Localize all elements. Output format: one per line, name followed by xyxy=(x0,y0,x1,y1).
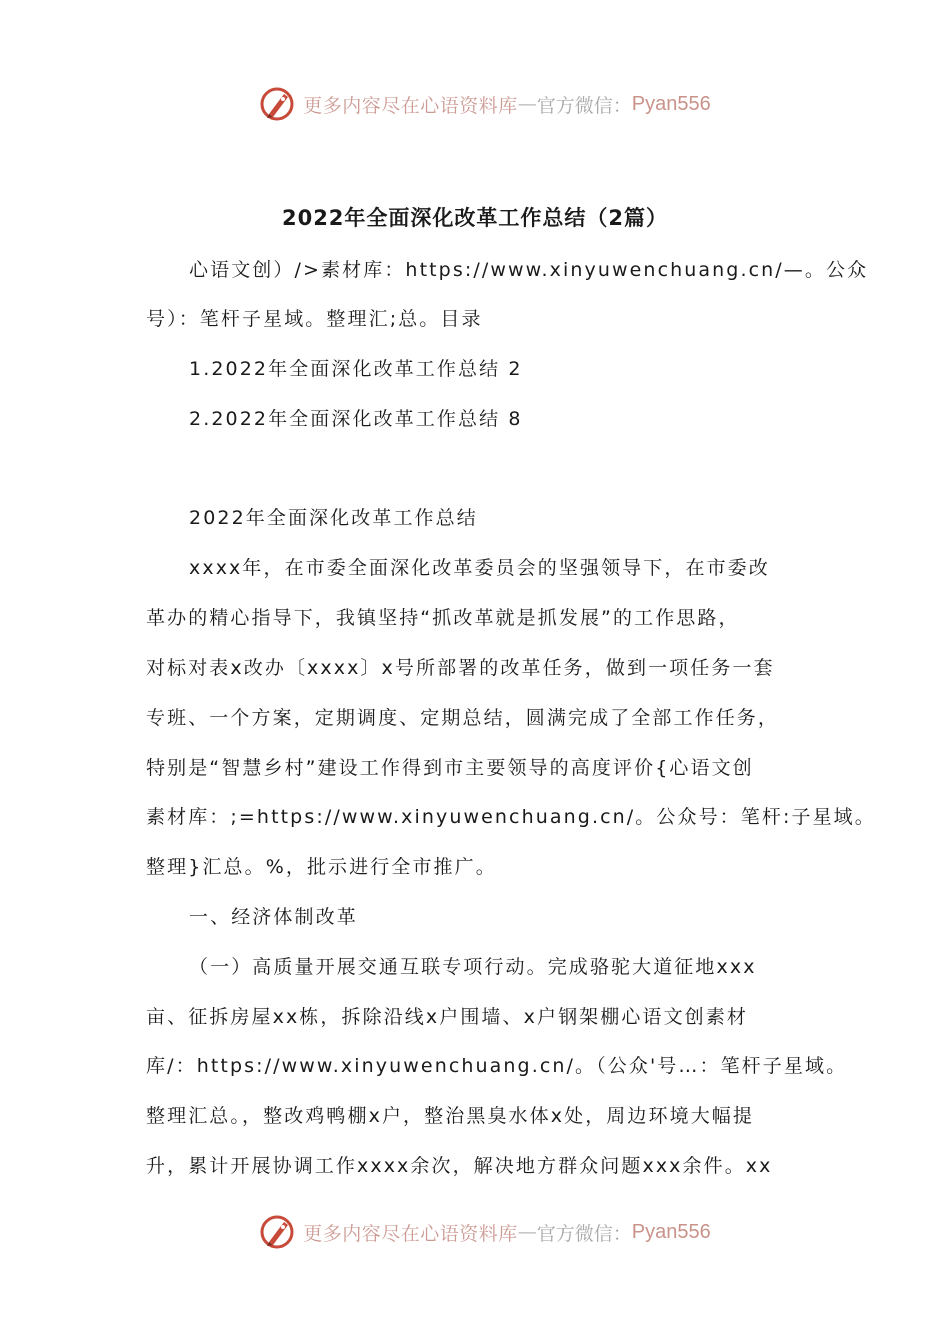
body-line: xxxx年，在市委全面深化改革委员会的坚强领导下，在市委改 xyxy=(189,557,770,579)
body-line: 特别是“智慧乡村”建设工作得到市主要领导的高度评价{心语文创 xyxy=(146,757,754,779)
banner-wechat-label: 官方微信： xyxy=(536,1222,632,1245)
footer-watermark-banner xyxy=(0,1212,950,1252)
body-line: 亩、征拆房屋xx栋，拆除沿线x户围墙、x户钢架棚心语文创素材 xyxy=(146,1006,748,1028)
banner-wechat-id: Pyan556 xyxy=(631,92,711,115)
fountain-pen-logo-icon xyxy=(257,84,297,124)
body-line: 专班、一个方案，定期调度、定期总结，圆满完成了全部工作任务， xyxy=(146,707,780,729)
banner-site-text: 更多内容尽在心语资料库 xyxy=(303,94,518,117)
banner-site-text: 更多内容尽在心语资料库 xyxy=(303,1222,518,1245)
body-line: 升，累计开展协调工作xxxx余次，解决地方群众问题xxx余件。xx xyxy=(146,1155,773,1177)
body-line: 整理汇总。，整改鸡鸭棚x户，整治黑臭水体x处，周边环境大幅提 xyxy=(146,1105,754,1127)
toc-item: 2.2022年全面深化改革工作总结 8 xyxy=(189,408,523,430)
fountain-pen-logo-icon xyxy=(257,1212,297,1252)
header-watermark-banner xyxy=(0,84,950,124)
body-line: 库/：https://www.xinyuwenchuang.cn/。（公众'号…：笔杆子星域。 xyxy=(146,1055,848,1077)
banner-wechat-id: Pyan556 xyxy=(631,1220,711,1243)
section-heading: 2022年全面深化改革工作总结 xyxy=(189,507,478,529)
body-line: 整理}汇总。%，批示进行全市推广。 xyxy=(146,856,497,878)
subsection-heading-line: （一）高质量开展交通互联专项行动。完成骆驼大道征地xxx xyxy=(189,956,757,978)
body-line: 素材库：;=https://www.xinyuwenchuang.cn/。公众号：笔杆:子星域。 xyxy=(146,806,876,828)
toc-item: 1.2022年全面深化改革工作总结 2 xyxy=(189,358,523,380)
body-line: 对标对表x改办〔xxxx〕x号所部署的改革任务，做到一项任务一套 xyxy=(146,657,775,679)
banner-separator: — xyxy=(517,1221,537,1243)
body-line: 革办的精心指导下，我镇坚持“抓改革就是抓发展”的工作思路， xyxy=(146,607,740,629)
body-line: 心语文创）/>素材库：https://www.xinyuwenchuang.cn/—。公众 xyxy=(189,259,869,281)
section-heading: 一、经济体制改革 xyxy=(189,906,358,928)
body-line: 号）：笔杆子星域。整理汇;总。目录 xyxy=(146,308,483,330)
document-title: 2022年全面深化改革工作总结（2篇） xyxy=(281,206,669,230)
banner-wechat-label: 官方微信： xyxy=(536,94,632,117)
banner-separator: — xyxy=(517,93,537,115)
